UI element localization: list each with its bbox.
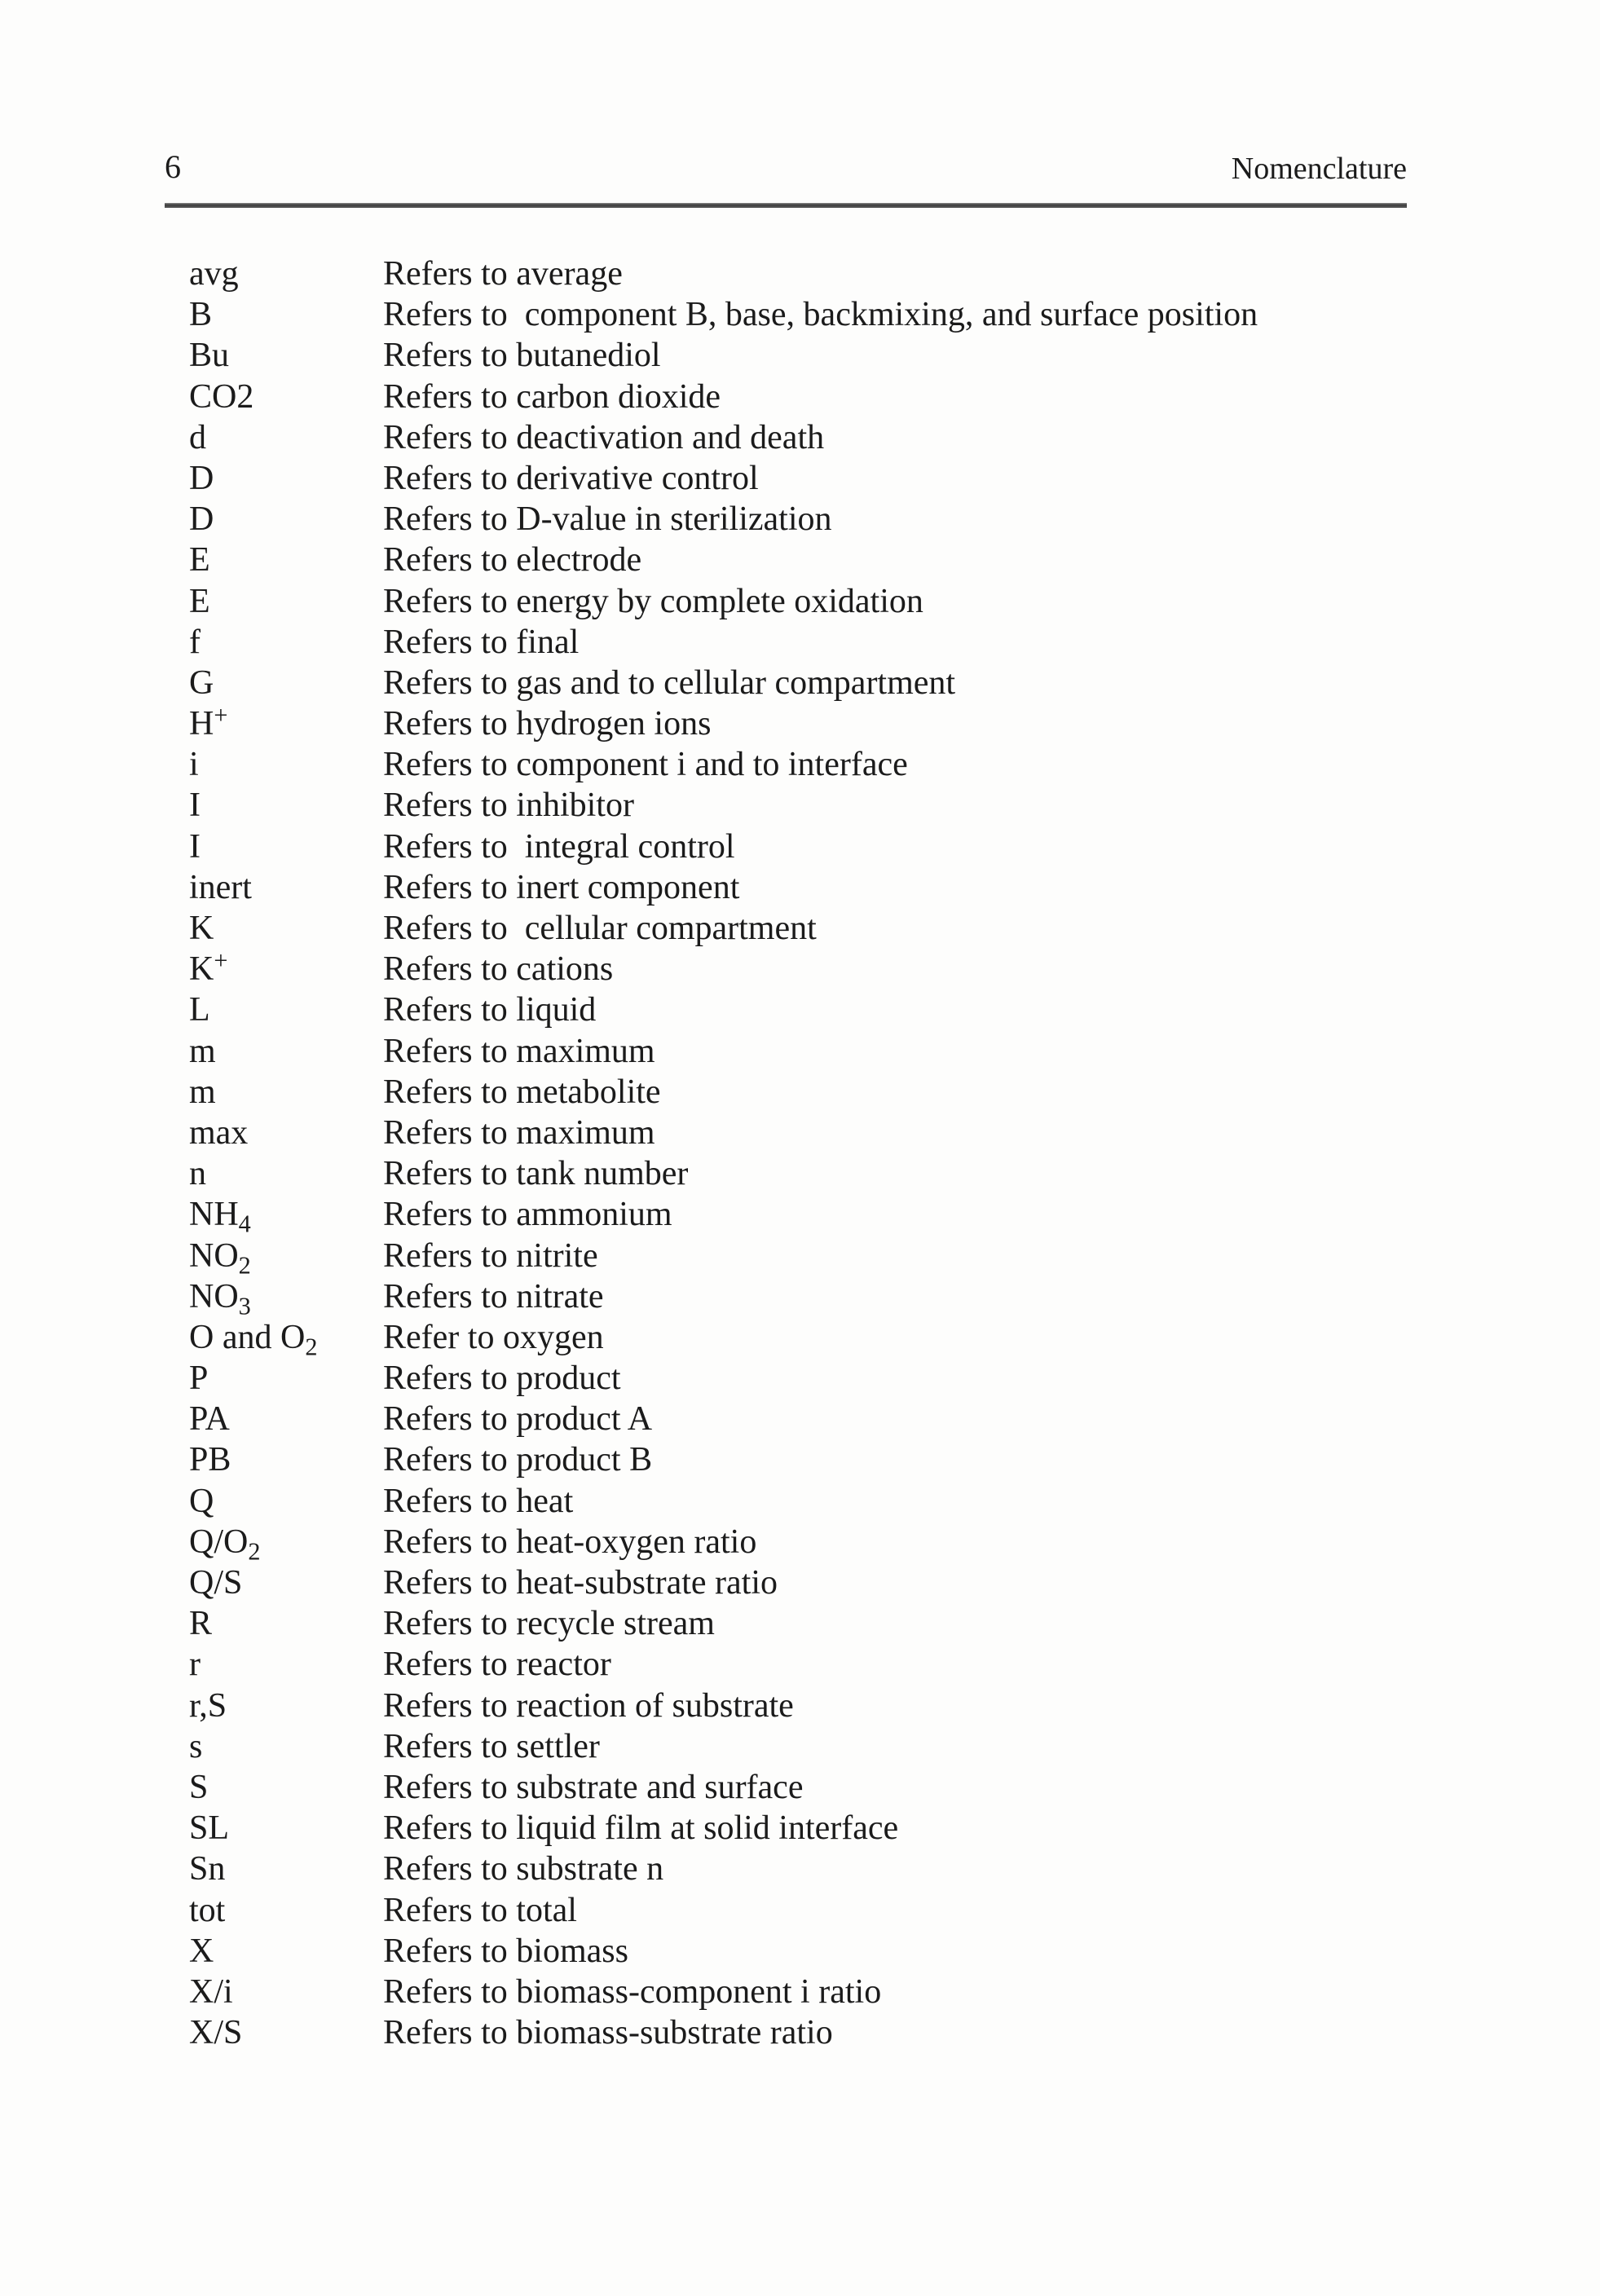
- symbol: L: [189, 991, 210, 1029]
- list-item: [0, 540, 1600, 580]
- description: Refers to product A: [383, 1400, 653, 1439]
- symbol: CO2: [189, 377, 254, 416]
- list-item: [0, 2012, 1600, 2053]
- list-item: [0, 581, 1600, 622]
- list-item: [0, 499, 1600, 540]
- symbol: Sn: [189, 1850, 226, 1888]
- description: Refer to oxygen: [383, 1318, 604, 1356]
- list-item: [0, 335, 1600, 376]
- symbol: n: [189, 1155, 206, 1193]
- list-item: [0, 1399, 1600, 1439]
- symbol: [189, 703, 227, 744]
- list-item: [0, 663, 1600, 703]
- description: Refers to maximum: [383, 1032, 655, 1070]
- description: Refers to inhibitor: [383, 787, 634, 825]
- description: Refers to component i and to interface: [383, 746, 908, 784]
- symbol: PA: [189, 1400, 230, 1439]
- description: Refers to electrode: [383, 541, 642, 580]
- symbol-base: Q/O: [189, 1523, 249, 1561]
- list-item: [0, 1317, 1600, 1361]
- list-item: [0, 1686, 1600, 1726]
- description: Refers to heat-substrate ratio: [383, 1564, 778, 1602]
- description: Refers to butanediol: [383, 337, 661, 375]
- symbol: d: [189, 418, 206, 456]
- symbol: K: [189, 910, 214, 947]
- list-item: [0, 785, 1600, 826]
- description: Refers to energy by complete oxidation: [383, 582, 923, 620]
- list-item: [0, 908, 1600, 949]
- symbol-base: NO: [189, 1277, 239, 1315]
- symbol: [189, 1276, 251, 1320]
- header-rule: [165, 203, 1407, 208]
- list-item: [0, 377, 1600, 417]
- description: Refers to gas and to cellular compartment: [383, 663, 956, 702]
- description: Refers to component B, base, backmixing, and surface position: [383, 296, 1258, 334]
- list-item: [0, 622, 1600, 663]
- list-item: [0, 1153, 1600, 1194]
- description: Refers to liquid film at solid interface: [383, 1809, 899, 1848]
- list-item: [0, 826, 1600, 867]
- description: Refers to settler: [383, 1727, 600, 1765]
- description: Refers to metabolite: [383, 1073, 661, 1111]
- description: Refers to hydrogen ions: [383, 705, 712, 743]
- symbol: [189, 946, 228, 989]
- symbol: tot: [189, 1891, 226, 1929]
- list-item: [0, 1031, 1600, 1072]
- description: Refers to product: [383, 1360, 621, 1398]
- description: Refers to product B: [383, 1441, 653, 1479]
- list-item: [0, 1849, 1600, 1889]
- description: Refers to reaction of substrate: [383, 1686, 794, 1725]
- list-item: [0, 1767, 1600, 1808]
- symbol-base: H: [189, 705, 214, 743]
- list-item: [0, 744, 1600, 785]
- symbol: I: [189, 787, 201, 825]
- list-item: [0, 1603, 1600, 1644]
- description: Refers to derivative control: [383, 459, 759, 497]
- list-item: [0, 1194, 1600, 1238]
- description: Refers to substrate and surface: [383, 1768, 804, 1806]
- symbol-base: K: [189, 950, 214, 989]
- symbol: X: [189, 1932, 214, 1970]
- symbol: X/S: [189, 2014, 243, 2052]
- list-item: [0, 703, 1600, 744]
- list-item: [0, 946, 1600, 989]
- symbol: PB: [189, 1441, 231, 1479]
- description: Refers to cellular compartment: [383, 910, 817, 947]
- symbol: E: [189, 541, 210, 580]
- description: Refers to nitrate: [383, 1277, 604, 1315]
- description: Refers to substrate n: [383, 1850, 664, 1888]
- symbol: m: [189, 1032, 216, 1070]
- list-item: [0, 989, 1600, 1030]
- description: Refers to liquid: [383, 991, 597, 1029]
- symbol: Bu: [189, 337, 230, 375]
- description: Refers to biomass-component i ratio: [383, 1972, 882, 2011]
- list-item: [0, 1113, 1600, 1153]
- symbol: I: [189, 827, 201, 866]
- symbol: r,S: [189, 1686, 227, 1725]
- description: Refers to tank number: [383, 1155, 689, 1193]
- description: Refers to carbon dioxide: [383, 377, 721, 416]
- symbol: [189, 1317, 318, 1361]
- list-item: [0, 253, 1600, 294]
- symbol: S: [189, 1768, 209, 1806]
- description: Refers to nitrite: [383, 1236, 598, 1275]
- symbol: [189, 1522, 261, 1566]
- symbol: r: [189, 1646, 201, 1684]
- symbol: [189, 1236, 251, 1279]
- symbol: [189, 1194, 251, 1238]
- description: Refers to deactivation and death: [383, 418, 825, 456]
- list-item: [0, 1276, 1600, 1320]
- symbol: i: [189, 746, 199, 784]
- symbol: D: [189, 500, 214, 539]
- list-item: [0, 1236, 1600, 1279]
- list-item: [0, 867, 1600, 908]
- list-item: [0, 1439, 1600, 1480]
- symbol-base: O and O: [189, 1318, 306, 1356]
- running-head: Nomenclature: [1231, 152, 1407, 186]
- symbol-subscript: 4: [238, 1210, 251, 1238]
- description: Refers to maximum: [383, 1113, 655, 1152]
- symbol-base: NO: [189, 1236, 239, 1275]
- symbol: P: [189, 1360, 209, 1398]
- list-item: [0, 1072, 1600, 1113]
- list-item: [0, 1931, 1600, 1972]
- description: Refers to biomass: [383, 1932, 628, 1970]
- symbol-superscript: +: [214, 946, 228, 975]
- list-item: [0, 417, 1600, 458]
- list-item: [0, 1644, 1600, 1685]
- description: Refers to ammonium: [383, 1196, 672, 1234]
- description: Refers to cations: [383, 950, 614, 989]
- page-number: 6: [165, 148, 181, 185]
- symbol: avg: [189, 255, 239, 293]
- list-item: [0, 1972, 1600, 2012]
- symbol: G: [189, 663, 214, 702]
- list-item: [0, 1808, 1600, 1849]
- symbol-subscript: 2: [238, 1250, 251, 1279]
- symbol-subscript: 3: [238, 1292, 251, 1320]
- symbol: Q: [189, 1482, 214, 1520]
- symbol: max: [189, 1113, 249, 1152]
- list-item: [0, 1562, 1600, 1603]
- symbol: s: [189, 1727, 203, 1765]
- description: Refers to recycle stream: [383, 1605, 715, 1643]
- list-item: [0, 1522, 1600, 1566]
- symbol-superscript: +: [214, 701, 228, 729]
- symbol-subscript: 2: [248, 1537, 261, 1566]
- symbol-base: NH: [189, 1196, 239, 1234]
- symbol: inert: [189, 868, 252, 906]
- description: Refers to integral control: [383, 827, 735, 866]
- symbol: f: [189, 623, 201, 661]
- description: Refers to final: [383, 623, 580, 661]
- description: Refers to D-value in sterilization: [383, 500, 832, 539]
- description: Refers to heat-oxygen ratio: [383, 1523, 757, 1561]
- list-item: [0, 1726, 1600, 1767]
- symbol: R: [189, 1605, 213, 1643]
- description: Refers to average: [383, 255, 623, 293]
- list-item: [0, 1890, 1600, 1931]
- description: Refers to total: [383, 1891, 577, 1929]
- description: Refers to reactor: [383, 1646, 611, 1684]
- description: Refers to biomass-substrate ratio: [383, 2014, 833, 2052]
- description: Refers to inert component: [383, 868, 740, 906]
- symbol: D: [189, 459, 214, 497]
- list-item: [0, 1481, 1600, 1522]
- list-item: [0, 294, 1600, 335]
- symbol: X/i: [189, 1972, 233, 2011]
- list-item: [0, 458, 1600, 499]
- list-item: [0, 1358, 1600, 1399]
- symbol: B: [189, 296, 213, 334]
- symbol: m: [189, 1073, 216, 1111]
- symbol-subscript: 2: [305, 1333, 318, 1361]
- description: Refers to heat: [383, 1482, 574, 1520]
- nomenclature-list: [0, 253, 1600, 2053]
- symbol: SL: [189, 1809, 230, 1848]
- symbol: Q/S: [189, 1564, 243, 1602]
- symbol: E: [189, 582, 210, 620]
